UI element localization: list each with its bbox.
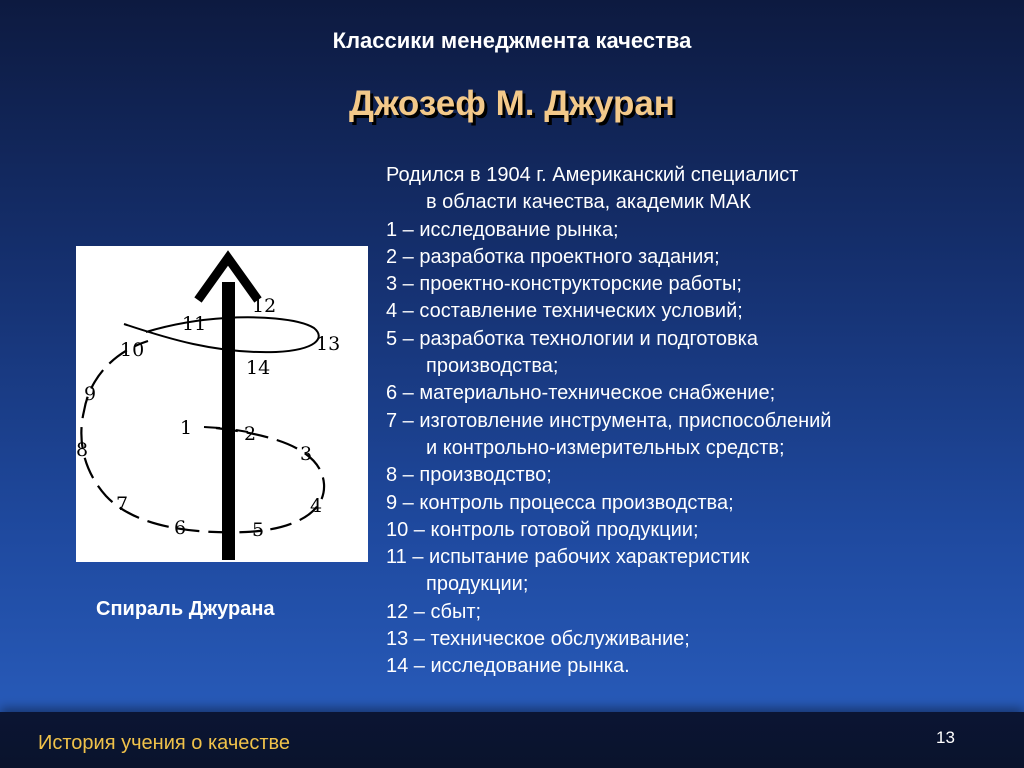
list-item-continuation: продукции; bbox=[426, 573, 529, 596]
bio-text bbox=[386, 162, 1006, 681]
list-item: 1 – исследование рынка; bbox=[386, 218, 619, 241]
list-item: 3 – проектно-конструкторские работы; bbox=[386, 273, 742, 296]
spiral-label-4: 4 bbox=[310, 495, 323, 517]
figure-caption: Спираль Джурана bbox=[96, 598, 275, 620]
list-item: 9 – контроль процесса производства; bbox=[386, 491, 734, 514]
spiral-label-12: 12 bbox=[252, 295, 277, 317]
slide-header: Классики менеджмента качества bbox=[332, 28, 692, 53]
spiral-label-9: 9 bbox=[84, 383, 97, 405]
list-item: 6 – материально-техническое снабжение; bbox=[386, 382, 776, 405]
list-item: 12 – сбыт; bbox=[386, 600, 482, 623]
spiral-label-2: 2 bbox=[244, 423, 257, 445]
juran-spiral-diagram bbox=[76, 246, 368, 562]
list-item: 8 – производство; bbox=[386, 464, 552, 487]
list-item: 2 – разработка проектного задания; bbox=[386, 245, 720, 268]
list-item-continuation: и контрольно-измерительных средств; bbox=[426, 436, 785, 459]
spiral-label-3: 3 bbox=[300, 443, 313, 465]
list-item: 14 – исследование рынка. bbox=[386, 655, 630, 678]
spiral-upper-loop bbox=[124, 317, 319, 352]
spiral-label-8: 8 bbox=[76, 439, 89, 461]
spiral-label-11: 11 bbox=[182, 313, 207, 335]
spiral-label-5: 5 bbox=[252, 519, 265, 541]
spiral-label-6: 6 bbox=[174, 517, 187, 539]
list-item: 11 – испытание рабочих характеристик bbox=[386, 546, 750, 569]
bio-intro-line1: Родился в 1904 г. Американский специалист bbox=[386, 164, 799, 186]
list-item: 5 – разработка технологии и подготовка bbox=[386, 327, 758, 350]
spiral-label-7: 7 bbox=[116, 493, 129, 515]
bio-intro-line2: в области качества, академик МАК bbox=[426, 191, 751, 214]
list-item: 4 – составление технических условий; bbox=[386, 300, 743, 323]
slide-title: Джозеф М. Джуран bbox=[349, 84, 675, 123]
spiral-label-1: 1 bbox=[180, 417, 193, 439]
footer-title: История учения о качестве bbox=[38, 732, 291, 754]
spiral-label-14: 14 bbox=[246, 357, 271, 379]
list-item: 13 – техническое обслуживание; bbox=[386, 628, 690, 651]
list-item: 7 – изготовление инструмента, приспособлений bbox=[386, 409, 832, 432]
juran-spiral-figure bbox=[76, 246, 368, 562]
spiral-label-13: 13 bbox=[316, 333, 341, 355]
arrow-shaft bbox=[222, 282, 235, 560]
tick-1 bbox=[204, 427, 220, 428]
list-item: 10 – контроль готовой продукции; bbox=[386, 518, 699, 541]
page-number: 13 bbox=[936, 728, 955, 747]
spiral-label-10: 10 bbox=[120, 339, 145, 361]
list-item-continuation: производства; bbox=[426, 355, 559, 378]
